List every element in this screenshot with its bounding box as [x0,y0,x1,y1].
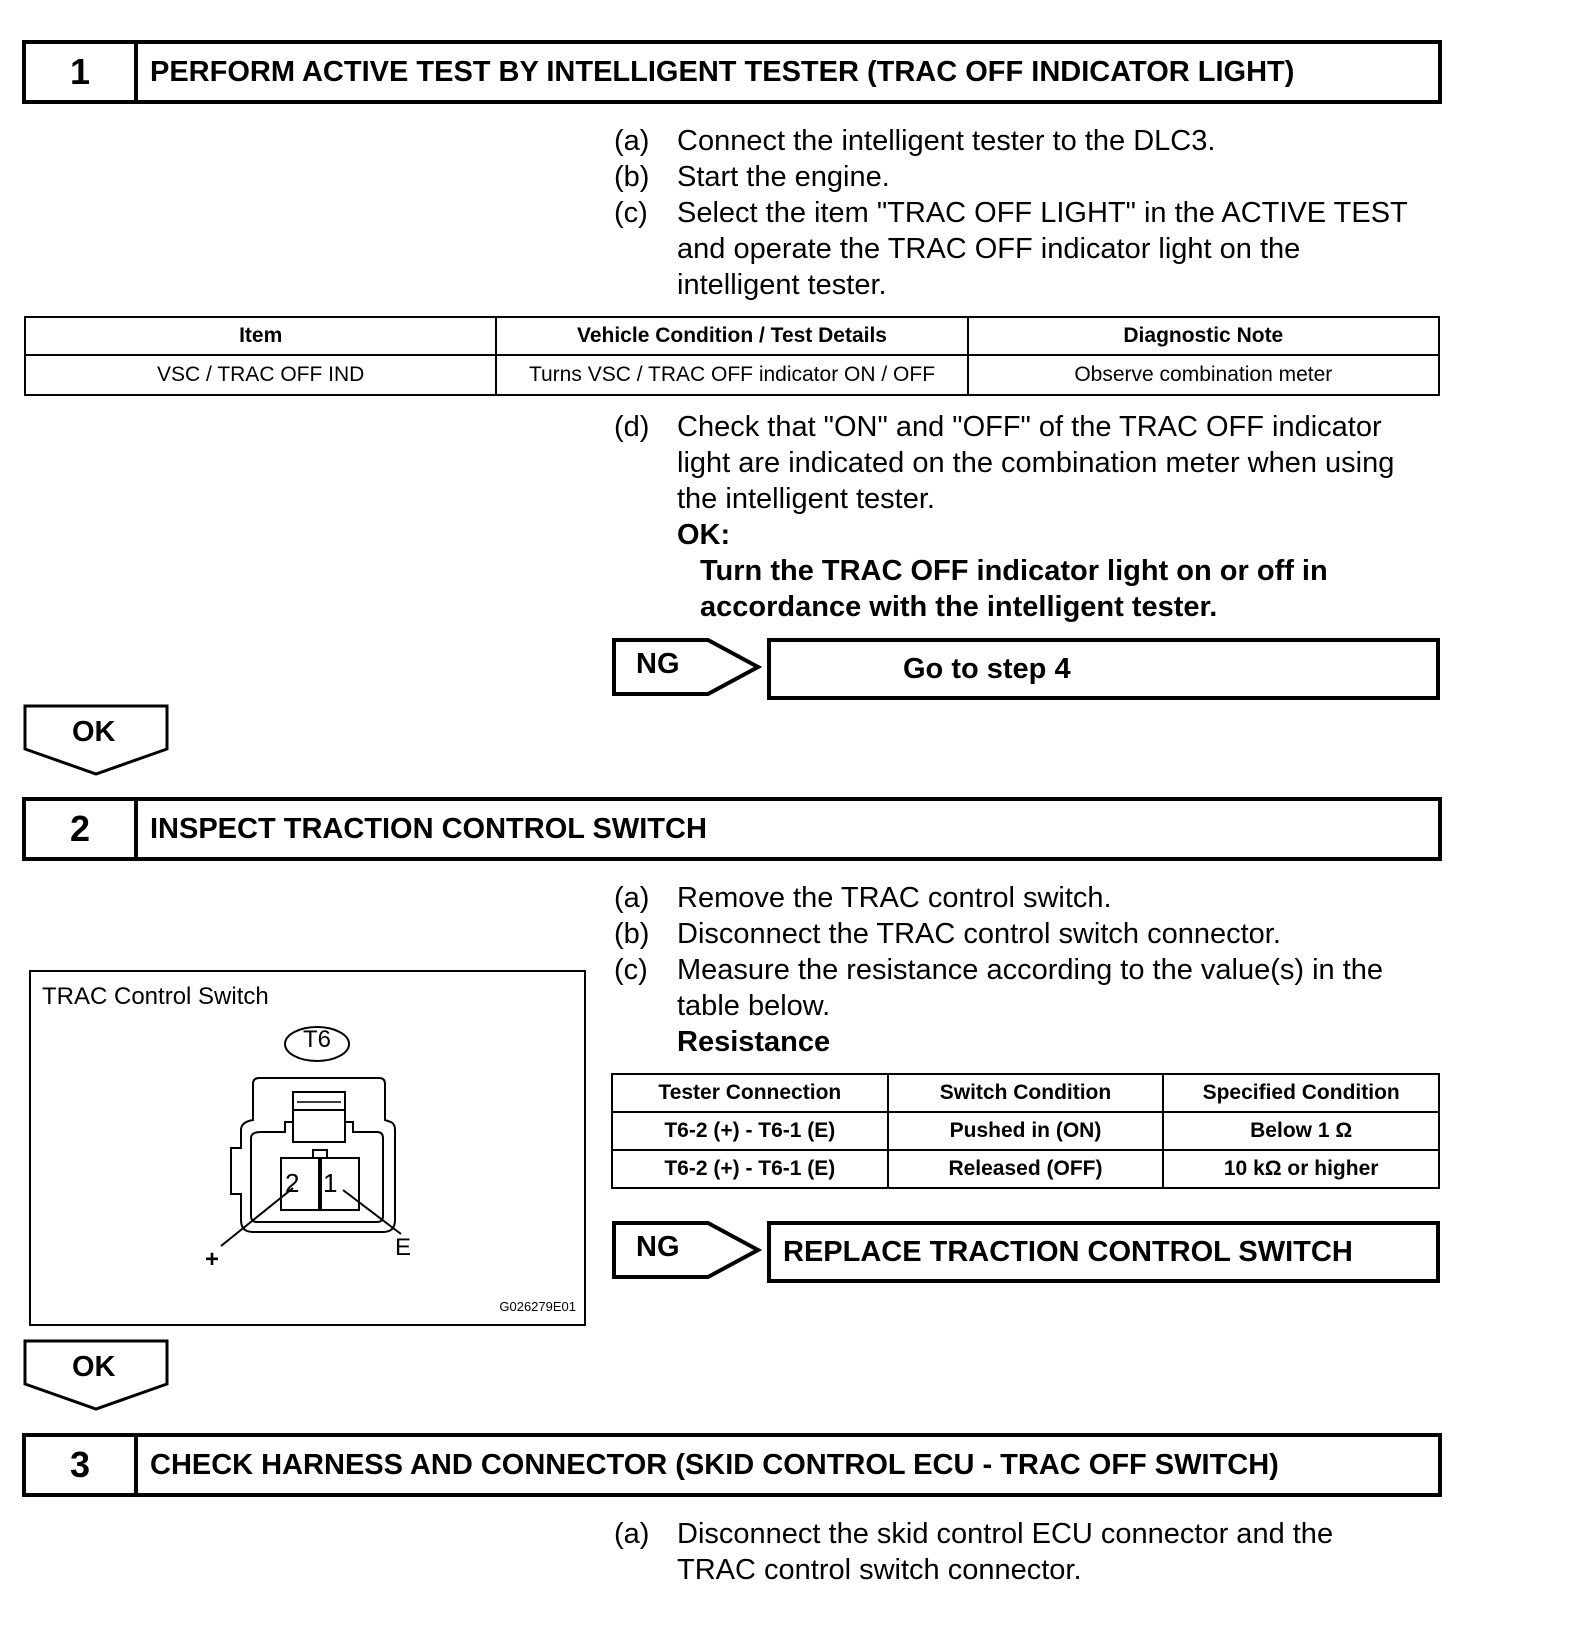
instruction-text: Disconnect the TRAC control switch connector. [677,918,1281,950]
step-3-title: CHECK HARNESS AND CONNECTOR (SKID CONTROL ECU - TRAC OFF SWITCH) [150,1448,1279,1481]
table-cell: T6-2 (+) - T6-1 (E) [612,1112,888,1150]
instruction-text: Start the engine. [677,161,890,193]
instruction-text: Remove the TRAC control switch. [677,882,1112,914]
step-3-header [22,1433,1442,1497]
table-cell: Released (OFF) [888,1150,1164,1188]
table-header-row [612,1074,1439,1112]
ng-action-text: REPLACE TRACTION CONTROL SWITCH [783,1235,1353,1268]
instruction-label: (a) [614,125,650,157]
instruction-text: Select the item "TRAC OFF LIGHT" in the ACTIVE TEST [677,197,1408,229]
instruction-text: TRAC control switch connector. [677,1554,1082,1586]
ok-label: OK [72,1351,116,1383]
ng-result-box [767,1221,1440,1283]
ng-arrow-icon [612,1221,762,1279]
instruction-label: (d) [614,411,650,443]
table-header-cell: Item [25,317,496,355]
trac-switch-figure [29,970,586,1326]
instruction-text: the intelligent tester. [677,483,935,515]
table-header-cell: Switch Condition [888,1074,1164,1112]
figure-code: G026279E01 [499,1299,576,1314]
figure-title: TRAC Control Switch [42,983,269,1010]
instruction-text: Measure the resistance according to the value(s) in the [677,954,1384,986]
ng-label: NG [636,648,680,680]
instruction-text: Connect the intelligent tester to the DLC3. [677,125,1216,157]
table-header-row [25,317,1439,355]
ng-action-text: Go to step 4 [903,652,1071,685]
step-3-number: 3 [26,1437,138,1493]
table-cell: VSC / TRAC OFF IND [25,355,496,395]
table-cell: Below 1 Ω [1163,1112,1439,1150]
step-2-title: INSPECT TRACTION CONTROL SWITCH [150,812,707,845]
ok-label: OK [72,716,116,748]
step-1-title: PERFORM ACTIVE TEST BY INTELLIGENT TESTER (TRAC OFF INDICATOR LIGHT) [150,55,1295,88]
table-cell: Turns VSC / TRAC OFF indicator ON / OFF [496,355,967,395]
table-row [612,1112,1439,1150]
active-test-table [24,316,1440,396]
table-cell: T6-2 (+) - T6-1 (E) [612,1150,888,1188]
instruction-label: (b) [614,161,650,193]
step-1-header [22,40,1442,104]
connector-diagram-icon [31,972,584,1324]
ng-arrow-icon [612,638,762,696]
step-2-header [22,797,1442,861]
connector-id: T6 [302,1026,331,1053]
table-header-cell: Specified Condition [1163,1074,1439,1112]
resistance-title: Resistance [677,1026,831,1058]
resistance-table [611,1073,1440,1189]
e-terminal-label: E [395,1234,412,1261]
pin-2-label: 2 [285,1168,300,1198]
instruction-label: (a) [614,1518,650,1550]
instruction-label: (b) [614,918,650,950]
table-header-cell: Diagnostic Note [968,317,1439,355]
instruction-text: Check that "ON" and "OFF" of the TRAC OFF indicator [677,411,1382,443]
instruction-text: and operate the TRAC OFF indicator light on the [677,233,1301,265]
step-1-number: 1 [26,44,138,100]
ok-condition-text: Turn the TRAC OFF indicator light on or off in [700,555,1328,587]
ng-result-box [767,638,1440,700]
instruction-label: (c) [614,954,648,986]
table-cell: Observe combination meter [968,355,1439,395]
step-2-number: 2 [26,801,138,857]
table-cell: Pushed in (ON) [888,1112,1164,1150]
table-header-cell: Vehicle Condition / Test Details [496,317,967,355]
instruction-label: (c) [614,197,648,229]
ng-label: NG [636,1231,680,1263]
instruction-text: Disconnect the skid control ECU connector and the [677,1518,1334,1550]
ok-condition-label: OK: [677,519,731,551]
instruction-text: intelligent tester. [677,269,887,301]
table-cell: 10 kΩ or higher [1163,1150,1439,1188]
ok-condition-text: accordance with the intelligent tester. [700,591,1218,623]
instruction-text: table below. [677,990,831,1022]
table-header-cell: Tester Connection [612,1074,888,1112]
table-row [612,1150,1439,1188]
pin-1-label: 1 [323,1168,338,1198]
table-row [25,355,1439,395]
plus-terminal-label: + [205,1246,220,1273]
instruction-label: (a) [614,882,650,914]
instruction-text: light are indicated on the combination meter when using [677,447,1395,479]
